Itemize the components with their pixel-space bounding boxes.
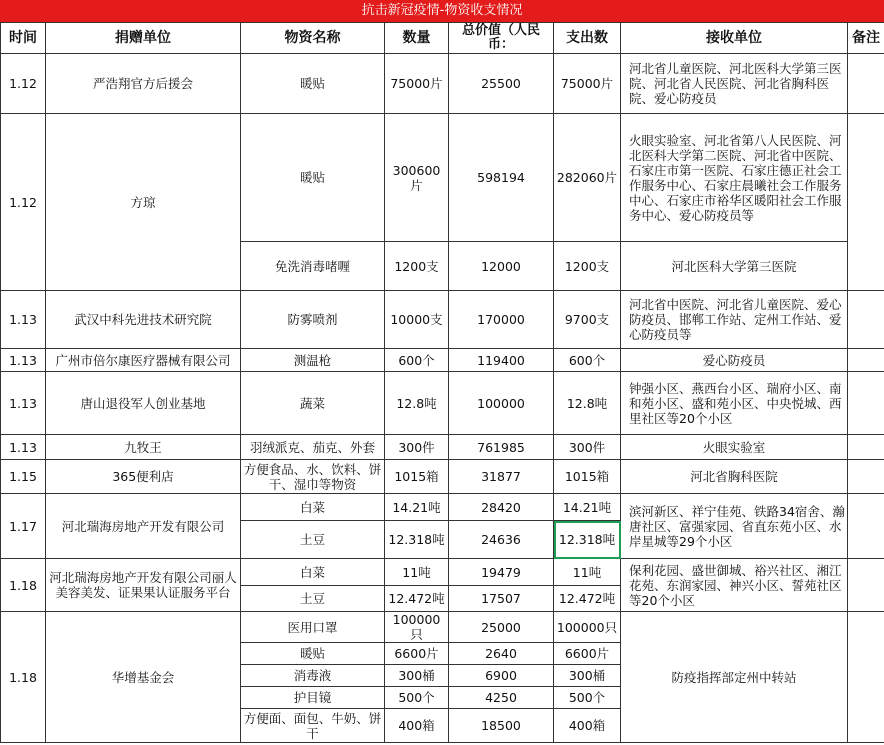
col-header-out[interactable]: 支出数: [554, 23, 621, 54]
table-row: [1, 559, 884, 586]
cell-time[interactable]: 1.12: [1, 114, 46, 291]
cell-item[interactable]: 方便面、面包、牛奶、饼干: [241, 709, 385, 743]
cell-value[interactable]: 170000: [449, 291, 554, 349]
cell-time[interactable]: 1.13: [1, 435, 46, 460]
col-header-note[interactable]: 备注: [848, 23, 884, 54]
cell-note[interactable]: [848, 349, 884, 372]
cell-value[interactable]: 761985: [449, 435, 554, 460]
cell-value[interactable]: 19479: [449, 559, 554, 586]
cell-time[interactable]: 1.13: [1, 291, 46, 349]
col-header-receiver[interactable]: 接收单位: [621, 23, 848, 54]
table-row: [1, 114, 884, 242]
cell-qty[interactable]: 6600片: [385, 643, 449, 665]
col-header-donor[interactable]: 捐赠单位: [46, 23, 241, 54]
cell-item[interactable]: 护目镜: [241, 687, 385, 709]
cell-out[interactable]: 500个: [554, 687, 621, 709]
cell-value[interactable]: 18500: [449, 709, 554, 743]
cell-donor[interactable]: 唐山退役军人创业基地: [46, 372, 241, 435]
cell-donor[interactable]: 华增基金会: [46, 612, 241, 743]
cell-item[interactable]: 暖贴: [241, 54, 385, 114]
cell-out[interactable]: 300桶: [554, 665, 621, 687]
cell-out[interactable]: 400箱: [554, 709, 621, 743]
cell-out[interactable]: 1015箱: [554, 460, 621, 494]
cell-receiver[interactable]: 防疫指挥部定州中转站: [621, 612, 848, 743]
cell-note[interactable]: [848, 114, 884, 291]
cell-donor[interactable]: 广州市倍尔康医疗器械有限公司: [46, 349, 241, 372]
cell-receiver[interactable]: 河北医科大学第三医院: [621, 242, 848, 291]
cell-qty[interactable]: 11吨: [385, 559, 449, 586]
cell-item[interactable]: 防雾喷剂: [241, 291, 385, 349]
cell-receiver[interactable]: 火眼实验室: [621, 435, 848, 460]
cell-out[interactable]: 75000片: [554, 54, 621, 114]
cell-qty[interactable]: 1015箱: [385, 460, 449, 494]
cell-time[interactable]: 1.18: [1, 612, 46, 743]
cell-value[interactable]: 28420: [449, 494, 554, 521]
cell-item[interactable]: 医用口罩: [241, 612, 385, 643]
cell-note[interactable]: [848, 291, 884, 349]
table-row: [1, 349, 884, 372]
cell-item[interactable]: 蔬菜: [241, 372, 385, 435]
cell-time[interactable]: 1.13: [1, 372, 46, 435]
cell-value[interactable]: 17507: [449, 586, 554, 612]
cell-receiver[interactable]: 爱心防疫员: [621, 349, 848, 372]
cell-receiver[interactable]: 河北省胸科医院: [621, 460, 848, 494]
col-header-qty[interactable]: 数量: [385, 23, 449, 54]
cell-item[interactable]: 土豆: [241, 586, 385, 612]
table-row: [1, 291, 884, 349]
cell-qty[interactable]: 12.472吨: [385, 586, 449, 612]
cell-time[interactable]: 1.13: [1, 349, 46, 372]
cell-receiver[interactable]: 钟强小区、燕西台小区、瑞府小区、南和苑小区、盛和苑小区、中央悦城、西里社区等20个小区: [621, 372, 848, 435]
cell-item[interactable]: 暖贴: [241, 643, 385, 665]
cell-qty[interactable]: 400箱: [385, 709, 449, 743]
cell-receiver[interactable]: 火眼实验室、河北省第八人民医院、河北医科大学第二医院、河北省中医院、石家庄市第一医院、石家庄德正社会工作服务中心、石家庄晨曦社会工作服务中心、石家庄市裕华区暖阳社会工作服务中心、爱心防疫员等: [621, 114, 848, 242]
cell-item[interactable]: 土豆: [241, 521, 385, 559]
cell-note[interactable]: [848, 372, 884, 435]
cell-out-selected[interactable]: 12.318吨: [554, 521, 621, 559]
sheet-title: 抗击新冠疫情-物资收支情况: [0, 0, 884, 22]
cell-out[interactable]: 282060片: [554, 114, 621, 242]
cell-qty[interactable]: 10000支: [385, 291, 449, 349]
cell-donor[interactable]: 河北瑞海房地产开发有限公司: [46, 494, 241, 559]
table-row: [1, 460, 884, 494]
cell-donor[interactable]: 严浩翔官方后援会: [46, 54, 241, 114]
cell-time[interactable]: 1.15: [1, 460, 46, 494]
cell-out[interactable]: 11吨: [554, 559, 621, 586]
cell-out[interactable]: 12.472吨: [554, 586, 621, 612]
table-row: [1, 494, 884, 521]
donation-table: [0, 22, 884, 743]
cell-out[interactable]: 600个: [554, 349, 621, 372]
cell-out[interactable]: 14.21吨: [554, 494, 621, 521]
cell-out[interactable]: 6600片: [554, 643, 621, 665]
col-header-value[interactable]: 总价值（人民币：: [449, 23, 554, 54]
cell-qty[interactable]: 12.318吨: [385, 521, 449, 559]
cell-item[interactable]: 羽绒派克、茄克、外套: [241, 435, 385, 460]
cell-value[interactable]: 2640: [449, 643, 554, 665]
cell-item[interactable]: 免洗消毒啫喱: [241, 242, 385, 291]
cell-qty[interactable]: 300600片: [385, 114, 449, 242]
cell-note[interactable]: [848, 435, 884, 460]
cell-receiver[interactable]: 河北省中医院、河北省儿童医院、爱心防疫员、邯郸工作站、定州工作站、爱心防疫员等: [621, 291, 848, 349]
header-row: [1, 23, 884, 54]
cell-out[interactable]: 1200支: [554, 242, 621, 291]
cell-time[interactable]: 1.18: [1, 559, 46, 612]
cell-receiver[interactable]: 滨河新区、祥宁佳苑、铁路34宿舍、瀚唐社区、富强家园、省直东苑小区、水岸星城等29个小区: [621, 494, 848, 559]
table-row: [1, 54, 884, 114]
cell-item[interactable]: 消毒液: [241, 665, 385, 687]
cell-item[interactable]: 暖贴: [241, 114, 385, 242]
cell-value[interactable]: 6900: [449, 665, 554, 687]
cell-value[interactable]: 25000: [449, 612, 554, 643]
cell-item[interactable]: 测温枪: [241, 349, 385, 372]
cell-out[interactable]: 300件: [554, 435, 621, 460]
cell-out[interactable]: 9700支: [554, 291, 621, 349]
cell-value[interactable]: 24636: [449, 521, 554, 559]
table-row: [1, 612, 884, 643]
col-header-item[interactable]: 物资名称: [241, 23, 385, 54]
table-row: [1, 435, 884, 460]
cell-value[interactable]: 12000: [449, 242, 554, 291]
cell-time[interactable]: 1.12: [1, 54, 46, 114]
cell-note[interactable]: [848, 612, 884, 743]
cell-value[interactable]: 25500: [449, 54, 554, 114]
cell-donor[interactable]: 方琼: [46, 114, 241, 291]
cell-donor[interactable]: 武汉中科先进技术研究院: [46, 291, 241, 349]
table-row: [1, 372, 884, 435]
cell-item[interactable]: 方便食品、水、饮料、饼干、湿巾等物资: [241, 460, 385, 494]
cell-value[interactable]: 119400: [449, 349, 554, 372]
cell-receiver[interactable]: 保利花园、盛世御城、裕兴社区、湘江花苑、东润家园、神兴小区、誓苑社区等20个小区: [621, 559, 848, 612]
cell-time[interactable]: 1.17: [1, 494, 46, 559]
cell-note[interactable]: [848, 494, 884, 559]
cell-qty[interactable]: 1200支: [385, 242, 449, 291]
cell-qty[interactable]: 14.21吨: [385, 494, 449, 521]
cell-note[interactable]: [848, 460, 884, 494]
cell-out[interactable]: 100000只: [554, 612, 621, 643]
cell-qty[interactable]: 600个: [385, 349, 449, 372]
cell-donor[interactable]: 九牧王: [46, 435, 241, 460]
cell-qty[interactable]: 500个: [385, 687, 449, 709]
cell-note[interactable]: [848, 559, 884, 612]
cell-out[interactable]: 12.8吨: [554, 372, 621, 435]
cell-qty[interactable]: 75000片: [385, 54, 449, 114]
cell-item[interactable]: 白菜: [241, 559, 385, 586]
cell-receiver[interactable]: 河北省儿童医院、河北医科大学第三医院、河北省人民医院、河北省胸科医院、爱心防疫员: [621, 54, 848, 114]
cell-donor[interactable]: 365便利店: [46, 460, 241, 494]
col-header-time[interactable]: 时间: [1, 23, 46, 54]
cell-value[interactable]: 4250: [449, 687, 554, 709]
cell-qty[interactable]: 12.8吨: [385, 372, 449, 435]
cell-item[interactable]: 白菜: [241, 494, 385, 521]
cell-donor[interactable]: 河北瑞海房地产开发有限公司丽人美容美发、证果果认证服务平台: [46, 559, 241, 612]
cell-note[interactable]: [848, 54, 884, 114]
cell-qty[interactable]: 300桶: [385, 665, 449, 687]
cell-qty[interactable]: 100000只: [385, 612, 449, 643]
cell-value[interactable]: 100000: [449, 372, 554, 435]
cell-value[interactable]: 598194: [449, 114, 554, 242]
cell-qty[interactable]: 300件: [385, 435, 449, 460]
cell-value[interactable]: 31877: [449, 460, 554, 494]
